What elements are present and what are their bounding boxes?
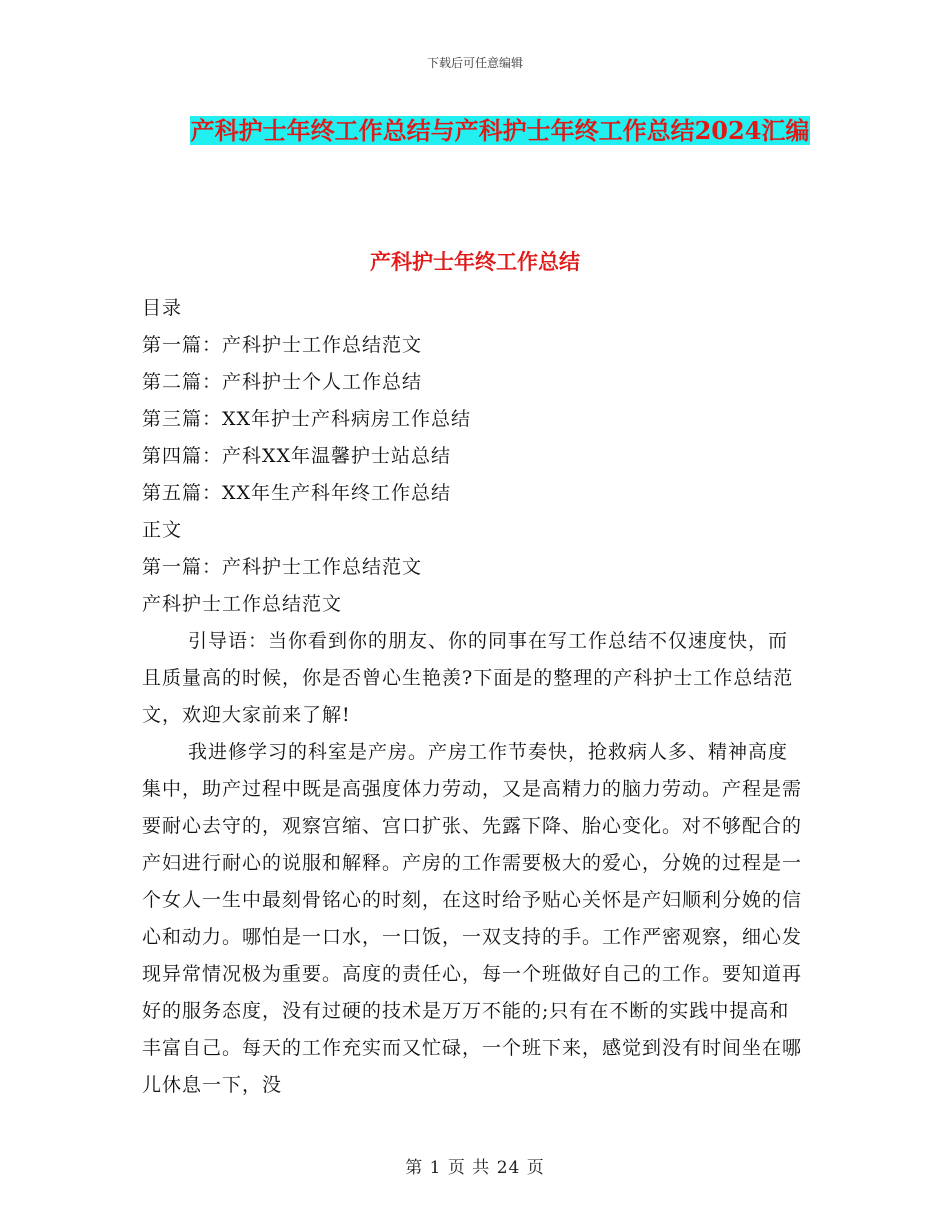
page-number: 第 1 页 共 24 页	[405, 1158, 545, 1178]
document-body	[142, 290, 807, 1104]
paragraph-main: 我进修学习的科室是产房。产房工作节奏快，抢救病人多、精神高度集中，助产过程中既是高强度体力劳动，又是高精力的脑力劳动。产程是需要耐心去守的，观察宫缩、宫口扩张、先露下降、胎心变化。对不够配合的产妇进行耐心的说服和解释。产房的工作需要极大的爱心，分娩的过程是一个女人一生中最刻骨铭心的时刻，在这时给予贴心关怀是产妇顺利分娩的信心和动力。哪怕是一口水，一口饭，一双支持的手。工作严密观察，细心发现异常情况极为重要。高度的责任心，每一个班做好自己的工作。要知道再好的服务态度，没有过硬的技术是万万不能的;只有在不断的实践中提高和丰富自己。每天的工作充实而又忙碌，一个班下来，感觉到没有时间坐在哪儿休息一下，没	[142, 741, 803, 1096]
toc-item-5: 第五篇：XX年生产科年终工作总结	[142, 482, 452, 504]
body-heading: 正文	[142, 519, 183, 541]
toc-item-3: 第三篇：XX年护士产科病房工作总结	[142, 408, 472, 430]
paragraph-intro: 引导语：当你看到你的朋友、你的同事在写工作总结不仅速度快，而且质量高的时候，你是否曾心生艳羡?下面是的整理的产科护士工作总结范文，欢迎大家前来了解!	[142, 630, 794, 726]
toc-item-2: 第二篇：产科护士个人工作总结	[142, 371, 423, 393]
document-title-text: 产科护士年终工作总结与产科护士年终工作总结2024汇编	[190, 116, 810, 145]
toc-heading: 目录	[142, 297, 183, 319]
section-heading: 第一篇：产科护士工作总结范文	[142, 556, 423, 578]
header-note: 下载后可任意编辑	[426, 56, 523, 70]
toc-item-1: 第一篇：产科护士工作总结范文	[142, 334, 423, 356]
section-title: 产科护士工作总结范文	[142, 593, 343, 615]
toc-item-4: 第四篇：产科XX年温馨护士站总结	[142, 445, 452, 467]
document-subtitle: 产科护士年终工作总结	[370, 249, 580, 274]
document-title	[160, 108, 840, 154]
